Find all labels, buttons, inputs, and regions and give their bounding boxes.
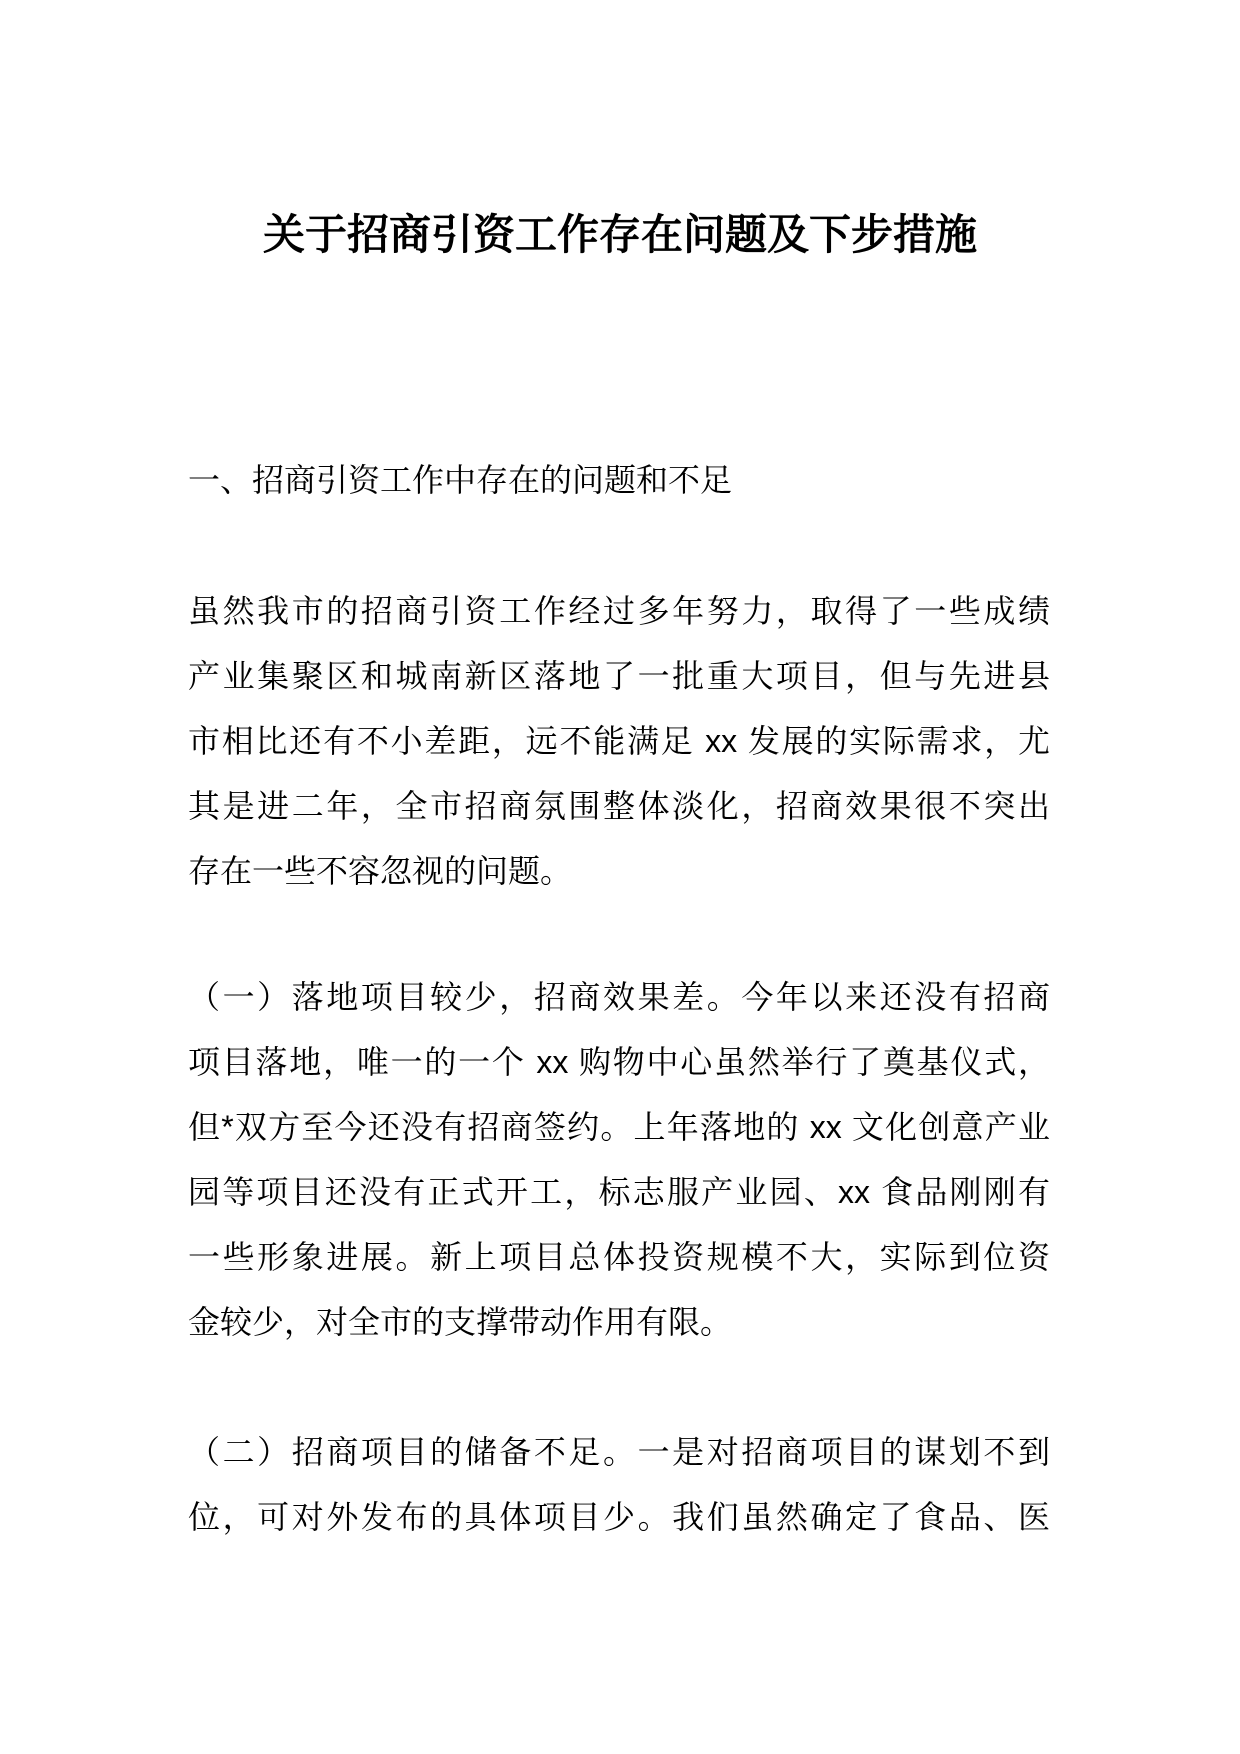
text-line: 位，可对外发布的具体项目少。我们虽然确定了食品、医: [188, 1499, 1050, 1535]
text-line: （二）招商项目的储备不足。一是对招商项目的谋划不到: [188, 1434, 1050, 1470]
text-line: 存在一些不容忽视的问题。: [188, 853, 573, 889]
text-line: （一）落地项目较少，招商效果差。今年以来还没有招商: [188, 979, 1050, 1015]
text-line: 产业集聚区和城南新区落地了一批重大项目，但与先进县: [188, 658, 1050, 694]
text-line: 但*双方至今还没有招商签约。上年落地的 xx 文化创意产业: [188, 1109, 1050, 1145]
section-heading: 一、招商引资工作中存在的问题和不足: [188, 462, 733, 498]
document-title: 关于招商引资工作存在问题及下步措施: [262, 211, 977, 258]
text-line: 项目落地，唯一的一个 xx 购物中心虽然举行了奠基仪式，: [188, 1044, 1050, 1080]
text-line: 金较少，对全市的支撑带动作用有限。: [188, 1304, 733, 1340]
text-line: 其是进二年，全市招商氛围整体淡化，招商效果很不突出: [188, 788, 1050, 824]
text-line: 园等项目还没有正式开工，标志服产业园、xx 食品刚刚有: [188, 1174, 1050, 1210]
text-line: 虽然我市的招商引资工作经过多年努力，取得了一些成绩: [188, 593, 1050, 629]
text-line: 市相比还有不小差距，远不能满足 xx 发展的实际需求，尤: [188, 723, 1050, 759]
text-line: 一些形象进展。新上项目总体投资规模不大，实际到位资: [188, 1239, 1050, 1275]
